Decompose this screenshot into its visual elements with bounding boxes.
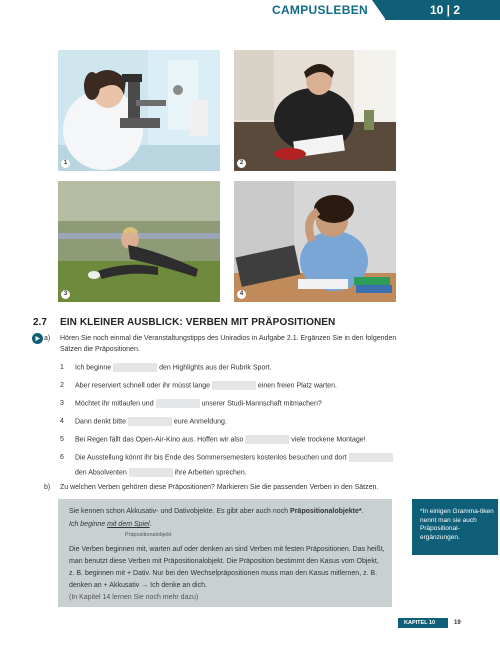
photo-number: 4 (237, 290, 246, 299)
exercise-item (75, 363, 272, 373)
exercise-item (75, 435, 366, 445)
answer-gap[interactable] (156, 399, 200, 408)
page-number: 19 (454, 620, 461, 626)
grammar-example (69, 520, 152, 530)
grammar-text: . (149, 521, 152, 528)
item-number: 5 (60, 436, 64, 443)
grammar-object-label: Präpositionalobjekt (125, 532, 172, 538)
grammar-text: . (361, 508, 364, 515)
item-text: viele trockene Montage! (291, 436, 366, 444)
item-text: den Absolventen (75, 469, 127, 477)
grammar-text: Sie kennen schon Akkusativ- und Dativobjekte. Es gibt aber auch noch (69, 508, 291, 515)
photo-number: 1 (61, 159, 70, 168)
photo-number: 2 (237, 159, 246, 168)
grammar-text: Ich beginne (69, 521, 108, 528)
item-text: Die Ausstellung könnt ihr bis Ende des Sommersemesters kostenlos besuchen und dort (75, 454, 347, 462)
section-number: 2.7 (33, 317, 47, 328)
task-a-instruction-cont: Sätzen die Präpositionen. (60, 346, 140, 353)
photo-student-writing (234, 50, 396, 171)
photo-lab (58, 50, 220, 171)
grammar-text: man benutzt diese Verben mit Präpositionalobjekt. Die Präposition bestimmt den Kasus vom Objekt, (69, 558, 379, 565)
task-b-instruction: Zu welchen Verben gehören diese Präpositionen? Markieren Sie die passenden Verben in den Sätzen. (60, 484, 379, 491)
photo-stretching (58, 181, 220, 302)
exercise-item (75, 453, 393, 463)
footer-chapter: KAPITEL 10 (404, 620, 436, 626)
task-a-label: a) (44, 335, 51, 342)
item-number: 2 (60, 382, 64, 389)
task-a-instruction: Hören Sie noch einmal die Veranstaltungstipps des Uniradios in Aufgabe 2.1. Ergänzen Sie in den folgenden (60, 335, 397, 342)
grammar-object: mit dem Spiel (107, 521, 150, 528)
item-text: den Highlights aus der Rubrik Sport. (159, 364, 272, 372)
item-number: 1 (60, 364, 64, 371)
answer-gap[interactable] (245, 435, 289, 444)
item-text: einen freien Platz warten. (257, 382, 337, 390)
task-b-label: b) (44, 484, 51, 491)
grammar-text: z. B. beginnen mit + Dativ. Nur bei den Wechselpräpositionen muss man den Kasus mitlernen, z. B. (69, 570, 378, 577)
grammar-intro (69, 507, 364, 517)
item-text: Dann denkt bitte (75, 418, 126, 426)
answer-gap[interactable] (128, 417, 172, 426)
grammar-text: Die Verben beginnen mit, warten auf oder denken an sind Verben mit festen Präpositionen. Das heißt, (69, 546, 385, 553)
item-text: Möchtet ihr mitlaufen und (75, 400, 154, 408)
item-text: Aber reserviert schnell oder ihr müsst lange (75, 382, 211, 390)
item-text: eure Anmeldung. (173, 418, 227, 426)
exercise-item (75, 417, 227, 427)
section-title: EIN KLEINER AUSBLICK: VERBEN MIT PRÄPOSITIONEN (60, 317, 336, 328)
audio-icon[interactable] (32, 333, 43, 344)
answer-gap[interactable] (349, 453, 393, 462)
item-text: Ich beginne (75, 364, 112, 372)
grammar-note: (In Kapitel 14 lernen Sie noch mehr dazu) (69, 594, 199, 601)
answer-gap[interactable] (212, 381, 256, 390)
exercise-item (75, 381, 337, 391)
item-text: unserer Studi-Mannschaft mitmachen? (201, 400, 322, 408)
grammar-text: denken an + Akkusativ → Ich denke an dich. (69, 582, 207, 589)
exercise-item (75, 399, 322, 409)
photo-number: 3 (61, 290, 70, 299)
grammar-term: Präpositionalobjekte* (290, 508, 362, 515)
photo-stressed-student (234, 181, 396, 302)
answer-gap[interactable] (129, 468, 173, 477)
section-header: CAMPUSLEBEN (246, 0, 394, 20)
item-number: 3 (60, 400, 64, 407)
item-number: 4 (60, 418, 64, 425)
answer-gap[interactable] (113, 363, 157, 372)
item-text: Bei Regen fällt das Open-Air-Kino aus. Hoffen wir also (75, 436, 244, 444)
header-notch (372, 0, 386, 20)
exercise-item-cont (75, 468, 247, 478)
item-number: 6 (60, 454, 64, 461)
tip-text: *In einigen Gramma-tiken nennt man sie auch Präpositional-ergänzungen. (420, 508, 494, 541)
item-text: ihre Arbeiten sprechen. (174, 469, 247, 477)
chapter-number: 10 | 2 (429, 3, 461, 17)
